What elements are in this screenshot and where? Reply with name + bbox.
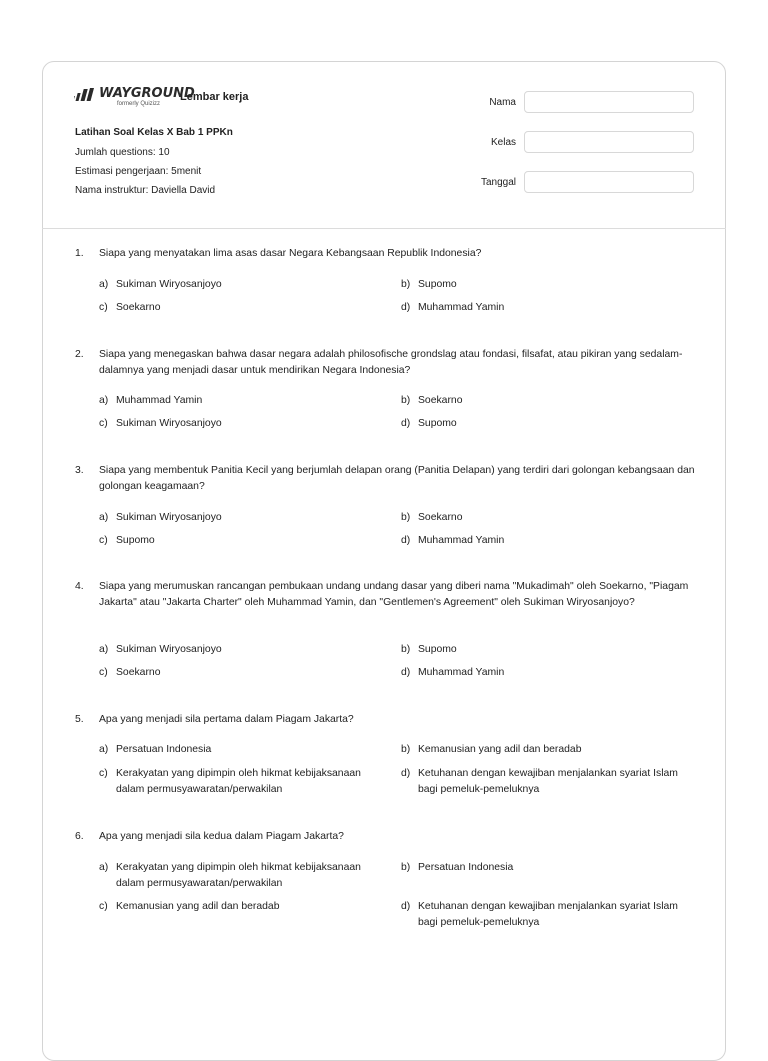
option-letter: a) — [99, 512, 109, 523]
option-letter: d) — [401, 667, 411, 678]
option-text: Muhammad Yamin — [418, 302, 505, 313]
option-letter: a) — [99, 644, 109, 655]
question-count: Jumlah questions: 10 — [75, 147, 170, 158]
option-text: Ketuhanan dengan kewajiban menjalankan syariat Islam bagi pemeluk-pemeluknya — [418, 901, 678, 928]
brand-subtitle: formerly Quizizz — [117, 101, 161, 107]
option-letter: c) — [99, 901, 108, 912]
option-text: Sukiman Wiryosanjoyo — [116, 279, 222, 290]
question-text: Siapa yang menegaskan bahwa dasar negara adalah philosofische grondslag atau fondasi, filsafat, atau pikiran yang sedalam-dalamnya yang menjadi dasar untuk mendirikan Negara Indonesia? — [99, 349, 683, 376]
document-type: Lembar kerja — [180, 91, 249, 103]
option-letter: c) — [99, 418, 108, 429]
option-text: Muhammad Yamin — [418, 667, 505, 678]
wayground-logo — [74, 86, 195, 108]
option-text: Muhammad Yamin — [116, 395, 203, 406]
worksheet-title: Latihan Soal Kelas X Bab 1 PPKn — [75, 127, 233, 138]
question-number: 1. — [75, 248, 84, 259]
option-text: Kemanusian yang adil dan beradab — [116, 901, 280, 912]
class-field[interactable] — [524, 131, 694, 153]
date-field[interactable] — [524, 171, 694, 193]
estimated-duration: Estimasi pengerjaan: 5menit — [75, 166, 202, 177]
question-number: 3. — [75, 465, 84, 476]
option-text: Sukiman Wiryosanjoyo — [116, 512, 222, 523]
option-letter: b) — [401, 279, 411, 290]
option-letter: b) — [401, 644, 411, 655]
question-number: 6. — [75, 831, 84, 842]
option-text: Soekarno — [116, 667, 161, 678]
option-letter: c) — [99, 768, 108, 779]
option-text: Supomo — [116, 535, 155, 546]
option-text: Kerakyatan yang dipimpin oleh hikmat kebijaksanaan dalam permusyawaratan/perwakilan — [116, 768, 361, 795]
option-letter: d) — [401, 418, 411, 429]
option-text: Persatuan Indonesia — [116, 744, 212, 755]
option-letter: b) — [401, 512, 411, 523]
question-text: Apa yang menjadi sila pertama dalam Piagam Jakarta? — [99, 714, 354, 725]
option-text: Persatuan Indonesia — [418, 862, 514, 873]
option-text: Sukiman Wiryosanjoyo — [116, 644, 222, 655]
name-label: Nama — [489, 97, 516, 108]
option-text: Soekarno — [418, 395, 463, 406]
option-text: Kemanusian yang adil dan beradab — [418, 744, 582, 755]
option-letter: c) — [99, 302, 108, 313]
question-text: Siapa yang membentuk Panitia Kecil yang berjumlah delapan orang (Panitia Delapan) yang terdiri dari golongan kebangsaan dan golongan keagamaan? — [99, 465, 695, 492]
name-field[interactable] — [524, 91, 694, 113]
option-letter: a) — [99, 395, 109, 406]
option-text: Muhammad Yamin — [418, 535, 505, 546]
option-letter: a) — [99, 279, 109, 290]
question-number: 5. — [75, 714, 84, 725]
option-letter: d) — [401, 302, 411, 313]
option-text: Soekarno — [418, 512, 463, 523]
question-text: Siapa yang merumuskan rancangan pembukaan undang undang dasar yang diberi nama "Mukadimah" oleh Soekarno, "Piagam Jakarta" atau "Jakarta Charter" oleh Muhammad Yamin, dan "Gentlemen's Agreement" oleh Sukiman Wiryosanjoyo? — [99, 581, 689, 608]
option-letter: a) — [99, 862, 109, 873]
logo-mark-icon — [74, 88, 96, 102]
option-text: Kerakyatan yang dipimpin oleh hikmat kebijaksanaan dalam permusyawaratan/perwakilan — [116, 862, 361, 889]
option-letter: d) — [401, 535, 411, 546]
brand-name: WAYGROUND — [99, 86, 195, 101]
option-letter: c) — [99, 535, 108, 546]
question-number: 2. — [75, 349, 84, 360]
option-letter: b) — [401, 395, 411, 406]
option-text: Ketuhanan dengan kewajiban menjalankan syariat Islam bagi pemeluk-pemeluknya — [418, 768, 678, 795]
option-text: Supomo — [418, 644, 457, 655]
class-label: Kelas — [490, 137, 516, 148]
question-text: Apa yang menjadi sila kedua dalam Piagam Jakarta? — [99, 831, 344, 842]
date-label: Tanggal — [480, 177, 516, 188]
option-letter: b) — [401, 744, 411, 755]
option-text: Sukiman Wiryosanjoyo — [116, 418, 222, 429]
option-text: Supomo — [418, 418, 457, 429]
question-number: 4. — [75, 581, 84, 592]
option-text: Supomo — [418, 279, 457, 290]
question-text: Siapa yang menyatakan lima asas dasar Negara Kebangsaan Republik Indonesia? — [99, 248, 482, 259]
instructor-name: Nama instruktur: Daviella David — [75, 185, 216, 196]
option-letter: d) — [401, 901, 411, 912]
option-letter: d) — [401, 768, 411, 779]
option-letter: b) — [401, 862, 411, 873]
option-letter: c) — [99, 667, 108, 678]
option-text: Soekarno — [116, 302, 161, 313]
option-letter: a) — [99, 744, 109, 755]
